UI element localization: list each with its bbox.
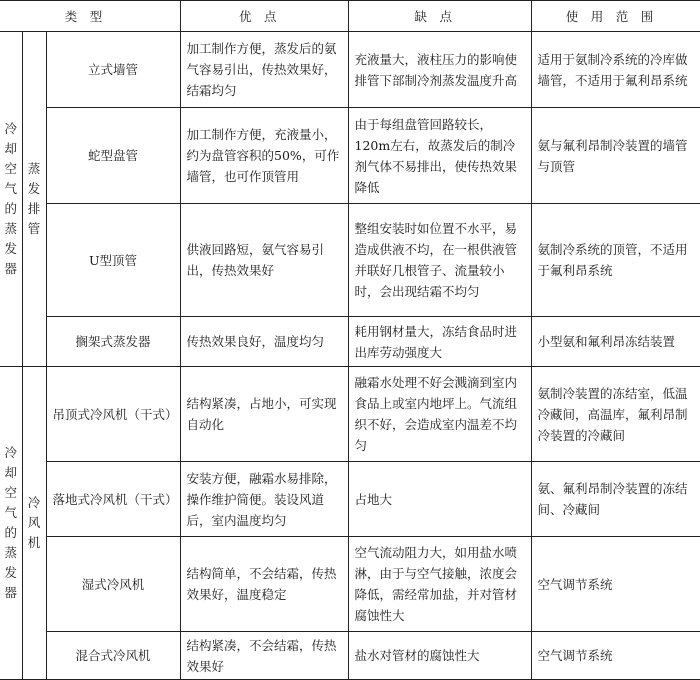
disadvantages-cell: 充液量大，液柱压力的影响使排管下部制冷剂蒸发温度升高 (348, 32, 531, 108)
disadvantages-cell: 由于每组盘管回路较长，120m左右，故蒸发后的制冷剂气体不易排出，使传热效果降低 (348, 108, 531, 204)
scope-cell: 小型氨和氟利昂冻结装置 (531, 317, 700, 367)
header-type: 类型 (0, 1, 180, 32)
type-name: 混合式冷风机 (46, 632, 180, 680)
advantages-cell: 结构紧凑，占地小，可实现自动化 (180, 367, 348, 462)
category-cell: 冷却空气的蒸发器 (0, 32, 22, 367)
type-name: 吊顶式冷风机（干式） (46, 367, 180, 462)
header-advantages: 优点 (180, 1, 348, 32)
disadvantages-cell: 耗用钢材量大，冻结食品时进出库劳动强度大 (348, 317, 531, 367)
table-row (0, 537, 700, 632)
type-name: 蛇型盘管 (46, 108, 180, 204)
disadvantages-cell: 占地大 (348, 462, 531, 537)
scope-cell: 适用于氨制冷系统的冷库做墙管，不适用于氟利昂系统 (531, 32, 700, 108)
disadvantages-cell: 空气流动阻力大，如用盐水喷淋，由于与空气接触，浓度会降低，需经常加盐，并对管材腐蚀性大 (348, 537, 531, 632)
header-scope: 使用范围 (531, 1, 700, 32)
scope-cell: 氨制冷系统的顶管，不适用于氟利昂系统 (531, 204, 700, 317)
scope-cell: 氨、氟利昂制冷装置的冻结间、冷藏间 (531, 462, 700, 537)
disadvantages-cell: 整组安装时如位置不水平，易造成供液不均，在一根供液管并联好几根管子、流量较小时，会出现结霜不均匀 (348, 204, 531, 317)
table-row (0, 108, 700, 204)
type-name: 立式墙管 (46, 32, 180, 108)
disadvantages-cell: 盐水对管材的腐蚀性大 (348, 632, 531, 680)
type-name: U型顶管 (46, 204, 180, 317)
disadvantages-cell: 融霜水处理不好会溅滴到室内食品上或室内地坪上。气流组织不好，会造成室内温差不均匀 (348, 367, 531, 462)
subcategory-cell: 蒸发排管 (22, 32, 46, 367)
scope-cell: 氨与氟利昂制冷装置的墙管与顶管 (531, 108, 700, 204)
advantages-cell: 加工制作方便，蒸发后的氨气容易引出，传热效果好，结霜均匀 (180, 32, 348, 108)
table-row (0, 367, 700, 462)
scope-cell: 空气调节系统 (531, 632, 700, 680)
table-row (0, 317, 700, 367)
header-disadvantages: 缺点 (348, 1, 531, 32)
advantages-cell: 安装方便，融霜水易排除，操作维护简便。装设风道后，室内温度均匀 (180, 462, 348, 537)
scope-cell: 氨制冷装置的冻结室，低温冷藏间，高温库，氟利昂制冷装置的冷藏间 (531, 367, 700, 462)
type-name: 落地式冷风机（干式） (46, 462, 180, 537)
advantages-cell: 结构简单，不会结霜，传热效果好，温度稳定 (180, 537, 348, 632)
advantages-cell: 传热效果良好，温度均匀 (180, 317, 348, 367)
type-name: 湿式冷风机 (46, 537, 180, 632)
subcategory-cell: 冷风机 (22, 367, 46, 680)
header-row (0, 1, 700, 32)
scope-cell: 空气调节系统 (531, 537, 700, 632)
advantages-cell: 供液回路短，氨气容易引出，传热效果好 (180, 204, 348, 317)
table-row (0, 632, 700, 680)
table-row (0, 204, 700, 317)
type-name: 搁架式蒸发器 (46, 317, 180, 367)
advantages-cell: 结构紧凑，不会结霜，传热效果好 (180, 632, 348, 680)
table-row (0, 462, 700, 537)
table-row (0, 32, 700, 108)
advantages-cell: 加工制作方便，充液量小，约为盘管容积的50%，可作墙管，也可作顶管用 (180, 108, 348, 204)
category-cell: 冷却空气的蒸发器 (0, 367, 22, 680)
